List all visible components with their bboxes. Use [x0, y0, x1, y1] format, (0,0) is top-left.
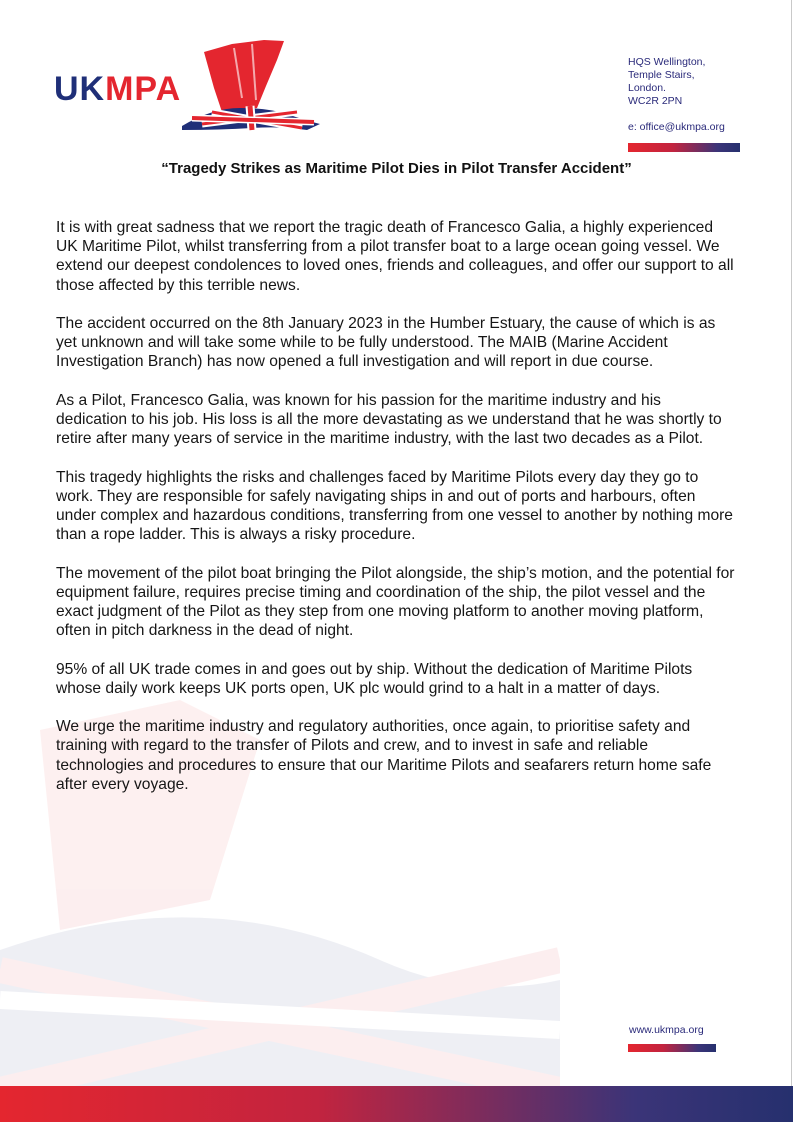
address-block — [628, 56, 705, 108]
header-accent-bar — [628, 143, 740, 152]
website-link[interactable]: www.ukmpa.org — [629, 1024, 704, 1036]
paragraph: This tragedy highlights the risks and challenges faced by Maritime Pilots every day they go to work. They are responsible for safely navigating ships in and out of ports and harbours, often under complex and hazardous conditions, transferring from one vessel to another by nothing more than a rope ladder. This is always a risky procedure. — [56, 468, 733, 544]
address-line: Temple Stairs, — [628, 69, 695, 81]
address-line: HQS Wellington, — [628, 56, 706, 68]
paragraph: The accident occurred on the 8th January 2023 in the Humber Estuary, the cause of which is as yet unknown and will take some while to be fully understood. The MAIB (Marine Accident Investigation Branch) has now opened a full investigation and will report in due course. — [56, 315, 716, 371]
address-line: WC2R 2PN — [628, 95, 683, 107]
logo-mpa: MPA — [105, 70, 182, 108]
paragraph: The movement of the pilot boat bringing the Pilot alongside, the ship’s motion, and the potential for equipment failure, requires precise timing and coordination of the ship, the pilot vessel and the exact judgment of the Pilot as they step from one moving platform to another moving platform, often in pitch darkness in the dead of night. — [56, 564, 735, 640]
email-link[interactable]: e: office@ukmpa.org — [628, 121, 725, 133]
page-bottom-bar — [0, 1086, 793, 1122]
footer-accent-bar — [628, 1044, 716, 1052]
paragraph: 95% of all UK trade comes in and goes out by ship. Without the dedication of Maritime Pilots whose daily work keeps UK ports open, UK plc would grind to a halt in a matter of days. — [56, 660, 693, 697]
paragraph: As a Pilot, Francesco Galia, was known for his passion for the maritime industry and his dedication to his job. His loss is all the more devastating as we understand that he was shortly to retire after many years of service in the maritime industry, with the last two decades as a Pilot. — [56, 391, 722, 448]
address-line: London. — [628, 82, 666, 94]
paragraph: We urge the maritime industry and regulatory authorities, once again, to prioritise safety and training with regard to the transfer of Pilots and crew, and to invest in safe and reliable technologies and procedures to ensure that our Maritime Pilots and seafarers return home safe after every voyage. — [56, 718, 712, 793]
logo-uk: UK — [54, 70, 106, 108]
paragraph: It is with great sadness that we report the tragic death of Francesco Galia, a highly experienced UK Maritime Pilot, whilst transferring from a pilot transfer boat to a large ocean going vessel. We extend our deepest condolences to loved ones, friends and colleagues, and offer our support to all those affected by this terrible news. — [56, 219, 734, 294]
page-title: “Tragedy Strikes as Maritime Pilot Dies in Pilot Transfer Accident” — [161, 160, 632, 177]
logo-wordmark — [54, 70, 181, 109]
article-body — [56, 218, 736, 813]
